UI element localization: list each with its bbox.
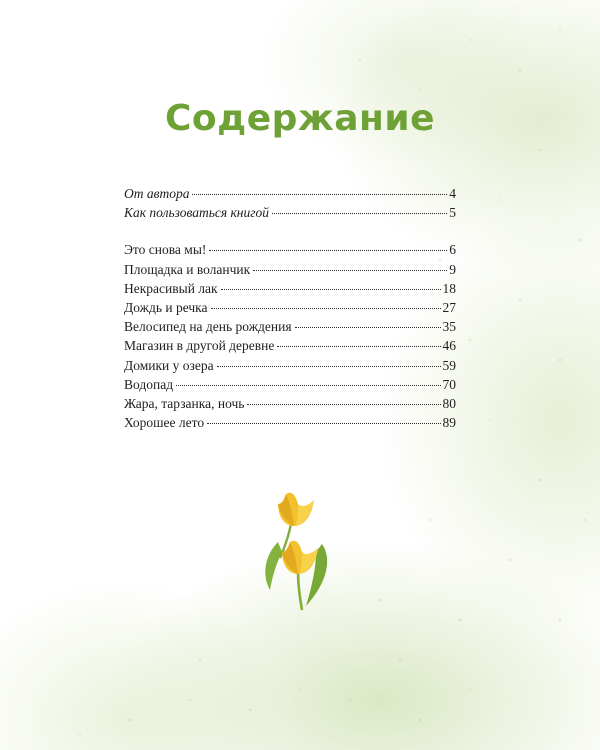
toc-entry-title: Некрасивый лак bbox=[124, 280, 218, 296]
toc-entry[interactable] bbox=[124, 375, 456, 394]
toc-entry[interactable] bbox=[124, 240, 456, 259]
toc-entry-page: 35 bbox=[442, 319, 456, 335]
toc-entry-page: 5 bbox=[449, 205, 456, 221]
dot-leader bbox=[207, 423, 440, 424]
toc-chapters bbox=[124, 240, 456, 432]
tulip-lower-icon bbox=[282, 541, 318, 574]
toc-entry-page: 6 bbox=[449, 242, 456, 258]
toc-entry[interactable] bbox=[124, 317, 456, 336]
toc-entry[interactable] bbox=[124, 203, 456, 222]
tulip-upper-icon bbox=[278, 493, 314, 526]
dot-leader bbox=[295, 327, 441, 328]
dot-leader bbox=[209, 250, 447, 251]
toc-entry-page: 89 bbox=[442, 415, 456, 431]
dot-leader bbox=[247, 404, 440, 405]
leaf-left-icon bbox=[265, 542, 282, 590]
toc-entry[interactable] bbox=[124, 260, 456, 279]
toc-entry-title: Водопад bbox=[124, 376, 174, 392]
dot-leader bbox=[192, 194, 447, 195]
toc-front-matter bbox=[124, 184, 456, 222]
toc-entry-title: Магазин в другой деревне bbox=[124, 338, 275, 354]
toc-entry-page: 46 bbox=[442, 338, 456, 354]
toc-entry-title: От автора bbox=[124, 186, 190, 201]
toc-entry[interactable] bbox=[124, 413, 456, 432]
toc-entry-title: Хорошее лето bbox=[124, 415, 205, 431]
toc-entry-page: 70 bbox=[442, 376, 456, 392]
toc-entry[interactable] bbox=[124, 356, 456, 375]
table-of-contents bbox=[124, 184, 456, 432]
toc-entry-title: Дождь и речка bbox=[124, 299, 208, 315]
toc-entry-page: 4 bbox=[449, 186, 456, 201]
dot-leader bbox=[176, 385, 440, 386]
toc-entry-title: Домики у озера bbox=[124, 357, 214, 373]
toc-entry-title: Как пользоваться книгой bbox=[124, 205, 270, 221]
toc-entry-page: 59 bbox=[442, 357, 456, 373]
toc-entry[interactable] bbox=[124, 279, 456, 298]
dot-leader bbox=[211, 308, 441, 309]
toc-entry[interactable] bbox=[124, 184, 456, 203]
dot-leader bbox=[272, 213, 447, 214]
toc-entry[interactable] bbox=[124, 298, 456, 317]
tulips-illustration bbox=[256, 486, 346, 616]
toc-entry[interactable] bbox=[124, 336, 456, 355]
dot-leader bbox=[277, 346, 440, 347]
toc-entry-title: Площадка и воланчик bbox=[124, 261, 251, 277]
dot-leader bbox=[253, 270, 447, 271]
stem-lower-icon bbox=[298, 572, 302, 610]
toc-entry-title: Велосипед на день рождения bbox=[124, 319, 292, 335]
toc-entry-page: 27 bbox=[442, 299, 456, 315]
toc-entry-page: 80 bbox=[442, 395, 456, 411]
toc-entry-page: 18 bbox=[442, 280, 456, 296]
toc-entry-title: Это снова мы! bbox=[124, 242, 207, 258]
toc-entry[interactable] bbox=[124, 394, 456, 413]
toc-entry-page: 9 bbox=[449, 261, 456, 277]
page-title: Содержание bbox=[164, 98, 436, 139]
dot-leader bbox=[221, 289, 441, 290]
toc-entry-title: Жара, тарзанка, ночь bbox=[124, 395, 245, 411]
dot-leader bbox=[217, 366, 441, 367]
